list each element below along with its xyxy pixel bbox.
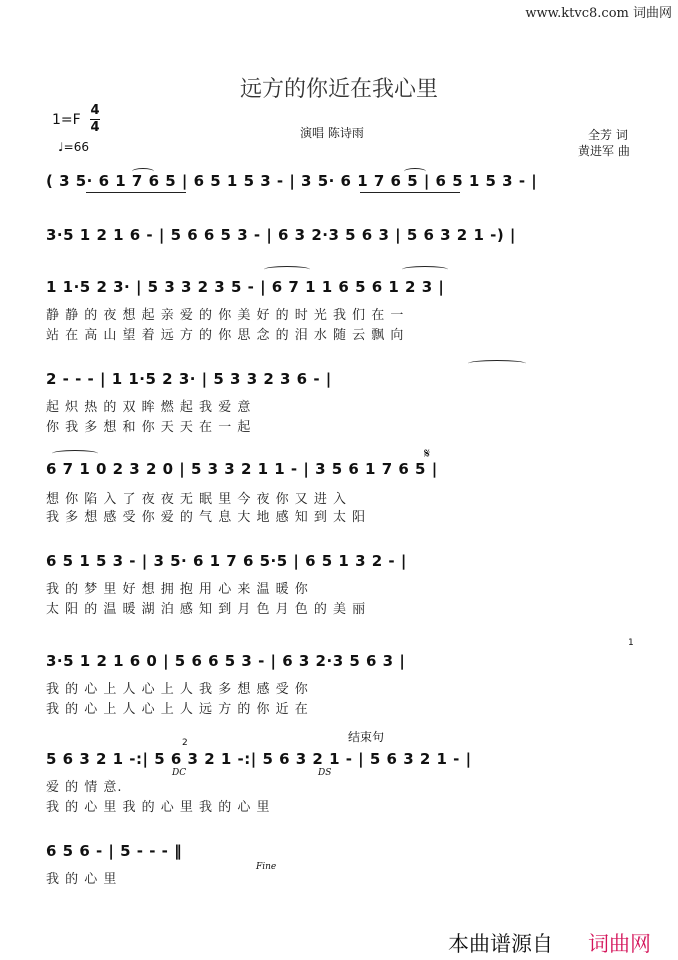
tempo-marking: ♩=66 <box>58 140 89 154</box>
ds-marking: DS <box>318 768 332 778</box>
site-watermark: www.ktvc8.com 词曲网 <box>525 6 672 21</box>
score-row-3-notes: 1 1·5 2 3· | 5 3 3 2 3 5 - | 6 7 1 1 6 5 6 1 2 3 | <box>46 278 445 296</box>
score-row-5-lyrics-1: 想 你 陷 入 了 夜 夜 无 眠 里 今 夜 你 又 进 入 <box>46 492 347 507</box>
score-row-7-lyrics-1: 我 的 心 上 人 心 上 人 我 多 想 感 受 你 <box>46 682 309 697</box>
composer-credit: 黄进军 曲 <box>578 144 630 158</box>
beam-line <box>360 192 460 193</box>
slur <box>132 168 154 175</box>
score-row-4-lyrics-1: 起 炽 热 的 双 眸 燃 起 我 爱 意 <box>46 400 252 415</box>
triplet-bracket <box>52 450 98 457</box>
singer-credit: 演唱 陈诗雨 <box>300 126 364 140</box>
lyricist-credit: 全芳 词 <box>588 128 628 142</box>
time-sig-bottom: 4 <box>90 120 100 135</box>
ending-label: 结束句 <box>348 730 385 744</box>
fine-marking: Fine <box>256 862 277 872</box>
triplet-bracket <box>264 266 310 273</box>
score-row-6-notes: 6 5 1 5 3 - | 3 5· 6 1 7 6 5·5 | 6 5 1 3 2 - | <box>46 552 407 570</box>
score-row-1-notes: ( 3 5· 6 1 7 6 5 | 6 5 1 5 3 - | 3 5· 6 1 7 6 5 | 6 5 1 5 3 - | <box>46 172 538 190</box>
time-signature <box>90 104 100 135</box>
score-row-8-notes: 5 6 3 2 1 -:| 5 6 3 2 1 -:| 5 6 3 2 1 - | 5 6 3 2 1 - | <box>46 750 472 768</box>
footer-site-name: 词曲网 <box>588 932 651 956</box>
score-row-4-notes: 2 - - - | 1 1·5 2 3· | 5 3 3 2 3 6 - | <box>46 370 332 388</box>
score-row-9-notes: 6 5 6 - | 5 - - - ‖ <box>46 842 183 860</box>
score-row-7-lyrics-2: 我 的 心 上 人 心 上 人 远 方 的 你 近 在 <box>46 702 309 717</box>
triplet-bracket <box>468 360 526 367</box>
score-row-6-lyrics-2: 太 阳 的 温 暖 湖 泊 感 知 到 月 色 月 色 的 美 丽 <box>46 602 367 617</box>
score-row-8-lyrics-1: 爱 的 情 意. <box>46 780 123 795</box>
dc-marking: DC <box>172 768 187 778</box>
score-row-4-lyrics-2: 你 我 多 想 和 你 天 天 在 一 起 <box>46 420 252 435</box>
segno-sign: 𝄋 <box>424 446 431 462</box>
slur <box>404 168 426 175</box>
score-row-8-lyrics-2: 我 的 心 里 我 的 心 里 我 的 心 里 <box>46 800 271 815</box>
score-row-6-lyrics-1: 我 的 梦 里 好 想 拥 抱 用 心 来 温 暖 你 <box>46 582 309 597</box>
score-row-5-lyrics-2: 我 多 想 感 受 你 爱 的 气 息 大 地 感 知 到 太 阳 <box>46 510 367 525</box>
page-marker: 1 <box>628 638 634 648</box>
score-row-7-notes: 3·5 1 2 1 6 0 | 5 6 6 5 3 - | 6 3 2·3 5 6 3 | <box>46 652 406 670</box>
score-row-2-notes: 3·5 1 2 1 6 - | 5 6 6 5 3 - | 6 3 2·3 5 6 3 | 5 6 3 2 1 -) | <box>46 226 516 244</box>
footer-source-label: 本曲谱源自 <box>448 932 553 956</box>
score-row-3-lyrics-1: 静 静 的 夜 想 起 亲 爱 的 你 美 好 的 时 光 我 们 在 一 <box>46 308 405 323</box>
song-title: 远方的你近在我心里 <box>239 77 438 102</box>
score-row-5-notes: 6 7 1 0 2 3 2 0 | 5 3 3 2 1 1 - | 3 5 6 1 7 6 5 | <box>46 460 438 478</box>
key-signature: 1=F <box>52 112 81 128</box>
triplet-bracket <box>402 266 448 273</box>
time-sig-top: 4 <box>90 103 100 118</box>
volta-2-number: 2 <box>182 738 188 748</box>
score-row-3-lyrics-2: 站 在 高 山 望 着 远 方 的 你 思 念 的 泪 水 随 云 飘 向 <box>46 328 405 343</box>
beam-line <box>86 192 186 193</box>
score-row-9-lyrics-1: 我 的 心 里 <box>46 872 118 887</box>
